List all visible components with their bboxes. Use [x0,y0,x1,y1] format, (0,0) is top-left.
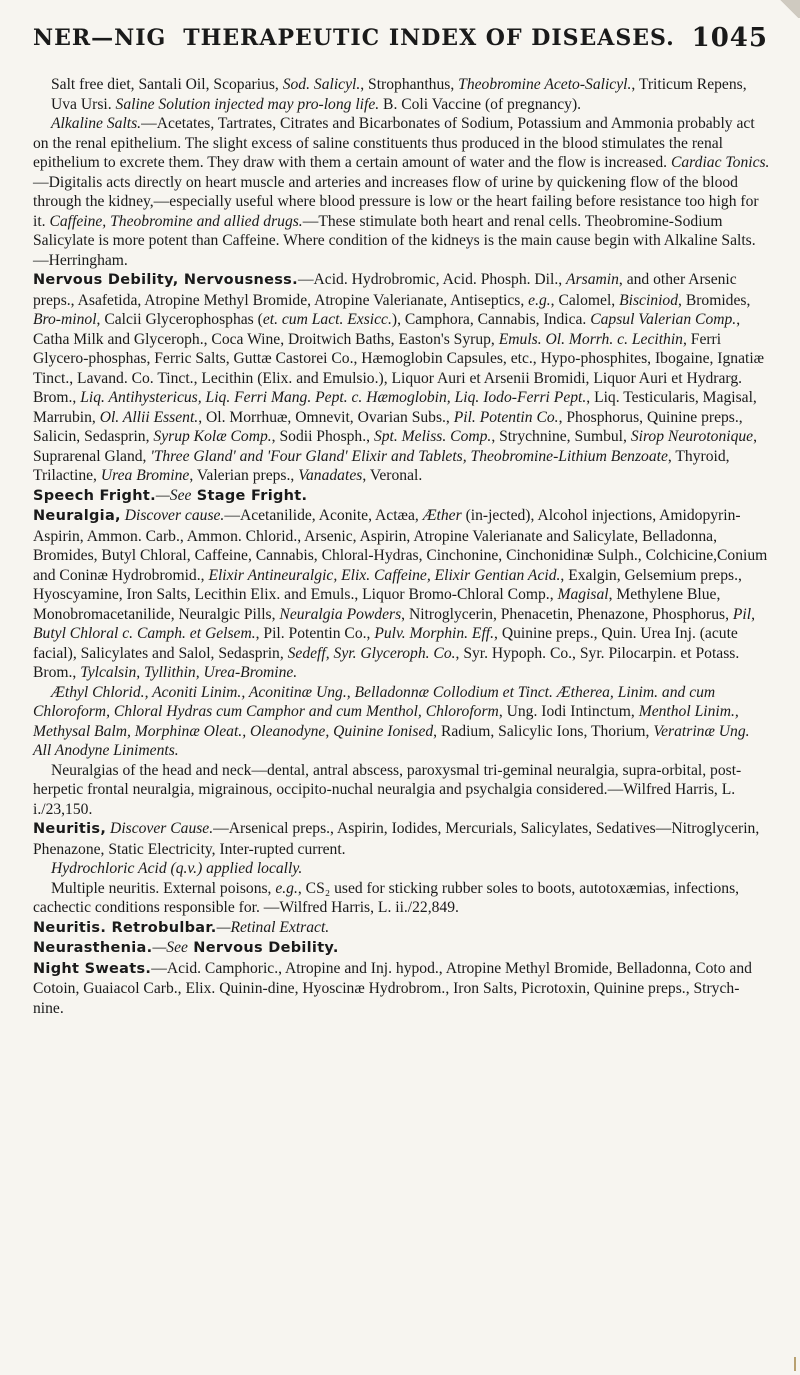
heading-speech-fright: Speech Fright. [33,487,156,504]
entry-neuritis: Neuritis, Discover Cause.—Arsenical preps., Aspirin, Iodides, Mercurials, Salicylates, Sedatives—Nitroglycerin, Phenazone, Static Electricity, Inter-rupted current. [33,820,760,858]
entry-neuralgia: Neuralgia, Discover cause.—Acetanilide, Aconite, Actæa, Æther (in-jected), Alcohol injections, Amidopyrin-Aspirin, Ammon. Carb., Ammon. Chlorid., Arsenic, Aspirin, Atropine Valerianate and Salicylate, Belladonna, Bromides, Butyl Chloral, Caffeine, Cannabis, Chloral-Hydras, Cinchonine, Cinchonidinæ Sulph., Colchicine,Conium and Coninæ Hydrobromid., Elixir Antineuralgic, Elix. Caffeine, Elixir Gentian Acid., Exalgin, Gelsemium preps., Hyoscyamine, Iron Salts, Lecithin Elix. and Emuls., Liquor Bromo-Chloral Comp., Magisal, Methylene Blue, Monobromacetanilide, Neuralgic Pills, Neuralgia Powders, Nitroglycerin, Phenacetin, Phenazone, Phosphorus, Pil, Butyl Chloral c. Camph. et Gelsem., Pil. Potentin Co., Pulv. Morphin. Eff., Quinine preps., Quin. Urea Inj. (acute facial), Salicylates and Salol, Sedasprin, Sedeff, Syr. Glyceroph. Co., Syr. Hypoph. Co., Syr. Pilocarpin. et Potass. Brom., Tylcalsin, Tyllithin, Urea-Bromine. [33,507,768,681]
heading-nervous-debility: Nervous Debility, Nervousness. [33,272,298,288]
entry-nervous-debility: Nervous Debility, Nervousness.—Acid. Hydrobromic, Acid. Phosph. Dil., Arsamin, and other Arsenic preps., Asafetida, Atropine Methyl Bromide, Atropine Valerianate, Antiseptics, e.g., Calomel, Bisciniod, Bromides, Bro-minol, Calcii Glycerophosphas (et. cum Lact. Exsicc.), Camphora, Cannabis, Indica. Capsul Valerian Comp., Catha Milk and Glyceroph., Coca Wine, Droitwich Baths, Easton's Syrup, Emuls. Ol. Morrh. c. Lecithin, Ferri Glycero-phosphas, Ferric Salts, Guttæ Castorei Co., Hæmoglobin Capsules, etc., Hypo-phosphites, Ibogaine, Ignatiæ Tinct., Lavand. Co. Tinct., Lecithin (Elix. and Emulsio.), Liquor Auri et Arsenii Bromidi, Liquor Auri et Hydrarg. Brom., Liq. Antihystericus, Liq. Ferri Mang. Pept. c. Hæmoglobin, Liq. Iodo-Ferri Pept., Liq. Testicularis, Magisal, Marrubin, Ol. Allii Essent., Ol. Morrhuæ, Omnevit, Ovarian Subs., Pil. Potentin Co., Phosphorus, Quinine preps., Salicin, Sedasprin, Syrup Kolæ Comp., Sodii Phosph., Spt. Meliss. Comp., Strychnine, Sumbul, Sirop Neurotonique, Suprarenal Gland, 'Three Gland' and 'Four Gland' Elixir and Tablets, Theobromine-Lithium Benzoate, Thyroid, Trilactine, Urea Bromine, Valerian preps., Vanadates, Veronal. [33,271,765,484]
paragraph-alkaline-salts: Alkaline Salts.—Acetates, Tartrates, Citrates and Bicarbonates of Sodium, Potassium and Ammonia probably act on the renal epithelium. The slight excess of saline constituents thus produced in the blood stimulates the renal epithelium to excrete them. They draw with them a certain amount of water and the flow is increased. Cardiac Tonics.—Digitalis acts directly on heart muscle and arteries and increases flow of urine by quickening flow of the blood through the kidney,—especially useful where blood pressure is low or the heart failing before resistance too high for it. Caffeine, Theobromine and allied drugs.—These stimulate both heart and renal cells. Theobromine-Sodium Salicylate is more potent than Caffeine. Where condition of the kidneys is the main cause begin with Alkaline Salts.—Herringham. [33,115,770,269]
cross-ref-stage-fright: Stage Fright. [191,487,308,504]
entry-night-sweats: Night Sweats.—Acid. Camphoric., Atropine and Inj. hypod., Atropine Methyl Bromide, Belladonna, Coto and Cotoin, Guaiacol Carb., Elix. Quinin-dine, Hyoscinæ Hydrobrom., Iron Salts, Picrotoxin, Quinine preps., Strych-nine. [33,959,752,1017]
neuritis-note: Multiple neuritis. External poisons, e.g., CS₂ used for sticking rubber soles to boots, autotoxæmias, infections, cachectic conditions responsible for. —Wilfred Harris, L. ii./22,849. [33,879,740,916]
heading-neuritis: Neuritis, [33,821,107,837]
page-number: 1045 [691,23,768,53]
running-header [33,16,768,60]
neuralgia-note: Neuralgias of the head and neck—dental, antral abscess, paroxysmal tri-geminal neuralgia, supra-orbital, post-herpetic frontal neuralgia, migrainous, occipito-nuchal neuralgia and psychalgia considered.—Wilfred Harris, L. i./23,150. [33,761,742,818]
entry-speech-fright: Speech Fright.—See Stage Fright. [33,486,308,504]
cross-ref-nervous-debility: Nervous Debility. [187,940,339,956]
page-corner-fold [778,0,800,18]
index-body [33,75,770,1018]
heading-night-sweats: Night Sweats. [33,960,152,977]
entry-neuritis-retrobulbar: Neuritis. Retrobulbar.—Retinal Extract. [33,918,330,936]
page-edge-mark [788,1357,796,1371]
header-title: THERAPEUTIC INDEX OF DISEASES. [183,25,675,51]
entry-neurasthenia: Neurasthenia.—See Nervous Debility. [33,939,339,956]
paragraph-salt-free: Salt free diet, Santali Oil, Scoparius, Sod. Salicyl., Strophanthus, Theobromine Aceto-Salicyl., Triticum Repens, Uva Ursi. Saline Solution injected may pro-long life. B. Coli Vaccine (of pregnancy). [51,76,747,113]
neuralgia-external: Æthyl Chlorid., Aconiti Linim., Aconitinæ Ung., Belladonnæ Collodium et Tinct. Ætherea, Linim. and cum Chloroform, Chloral Hydras cum Camphor and cum Menthol, Chloroform, Ung. Iodi Intinctum, Menthol Linim., Methysal Balm, Morphinæ Oleat., Oleanodyne, Quinine Ionised, Radium, Salicylic Ions, Thorium, Veratrinæ Ung. All Anodyne Liniments. [33,683,750,759]
heading-neuritis-retrobulbar: Neuritis. Retrobulbar. [33,919,217,936]
heading-neuralgia: Neuralgia, [33,508,121,524]
header-range: NER—NIG [33,25,167,51]
neuritis-local: Hydrochloric Acid (q.v.) applied locally. [51,860,303,877]
heading-neurasthenia: Neurasthenia. [33,940,153,956]
